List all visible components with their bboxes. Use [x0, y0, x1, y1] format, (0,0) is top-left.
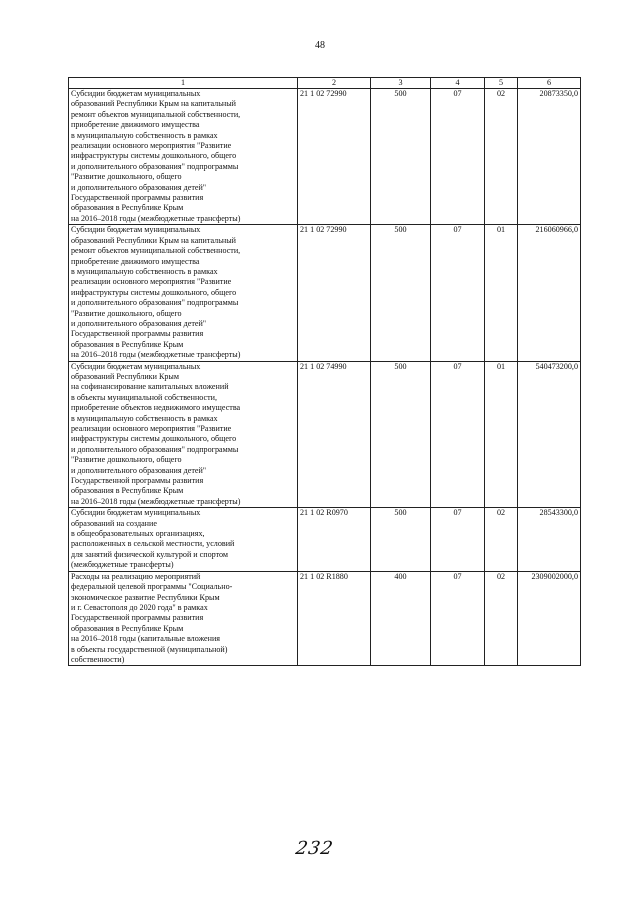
- row-description: Субсидии бюджетам муниципальных образований Республики Крым на софинансирование капитальных вложений в объекты муниципальной собственности, приобретение объектов недвижимого имущества в муниципальную собственность в рамках реализации основного мероприятия "Развитие инфраструктуры системы дошкольного, общего и дополнительного образования" подпрограммы "Развитие дошкольного, общего и дополнительного образования детей" Государственной программы развития образования в Республике Крым на 2016–2018 годы (межбюджетные трансферты): [69, 361, 298, 508]
- row-code: 21 1 02 R0970: [298, 508, 371, 571]
- page-number: 48: [315, 40, 325, 51]
- row-amount: 216060966,0: [518, 225, 581, 361]
- row-expense-type: 500: [371, 508, 431, 571]
- table-row: [69, 89, 581, 225]
- column-header: 4: [431, 78, 485, 89]
- row-description: Субсидии бюджетам муниципальных образований Республики Крым на капитальный ремонт объектов муниципальной собственности, приобретение движимого имущества в муниципальную собственность в рамках реализации основного мероприятия "Развитие инфраструктуры системы дошкольного, общего и дополнительного образования" подпрограммы "Развитие дошкольного, общего и дополнительного образования детей" Государственной программы развития образования в Республике Крым на 2016–2018 годы (межбюджетные трансферты): [69, 225, 298, 361]
- table-row: [69, 361, 581, 508]
- row-amount: 20873350,0: [518, 89, 581, 225]
- row-subsection: 02: [485, 89, 518, 225]
- row-description: Субсидии бюджетам муниципальных образований на создание в общеобразовательных организациях, расположенных в сельской местности, условий для занятий физической культурой и спортом (межбюджетные трансферты): [69, 508, 298, 571]
- column-header: 2: [298, 78, 371, 89]
- table-row: [69, 225, 581, 361]
- row-code: 21 1 02 72990: [298, 89, 371, 225]
- row-description: Субсидии бюджетам муниципальных образований Республики Крым на капитальный ремонт объектов муниципальной собственности, приобретение движимого имущества в муниципальную собственность в рамках реализации основного мероприятия "Развитие инфраструктуры системы дошкольного, общего и дополнительного образования" подпрограммы "Развитие дошкольного, общего и дополнительного образования детей" Государственной программы развития образования в Республике Крым на 2016–2018 годы (межбюджетные трансферты): [69, 89, 298, 225]
- budget-table: [68, 77, 581, 666]
- handwritten-page-number: 232: [294, 838, 336, 859]
- column-header: 5: [485, 78, 518, 89]
- row-amount: 28543300,0: [518, 508, 581, 571]
- row-expense-type: 500: [371, 361, 431, 508]
- column-header: 6: [518, 78, 581, 89]
- row-section: 07: [431, 225, 485, 361]
- table-row: [69, 571, 581, 666]
- row-amount: 2309002000,0: [518, 571, 581, 666]
- column-header: 1: [69, 78, 298, 89]
- row-expense-type: 500: [371, 225, 431, 361]
- row-expense-type: 400: [371, 571, 431, 666]
- row-subsection: 01: [485, 361, 518, 508]
- row-code: 21 1 02 72990: [298, 225, 371, 361]
- column-header: 3: [371, 78, 431, 89]
- row-code: 21 1 02 74990: [298, 361, 371, 508]
- row-subsection: 01: [485, 225, 518, 361]
- row-subsection: 02: [485, 571, 518, 666]
- row-description: Расходы на реализацию мероприятий федеральной целевой программы "Социально- экономическое развитие Республики Крым и г. Севастополя до 2020 года" в рамках Государственной программы развития образования в Республике Крым на 2016–2018 годы (капитальные вложения в объекты государственной (муниципальной) собственности): [69, 571, 298, 666]
- row-subsection: 02: [485, 508, 518, 571]
- table-row: [69, 508, 581, 571]
- row-amount: 540473200,0: [518, 361, 581, 508]
- row-section: 07: [431, 361, 485, 508]
- row-code: 21 1 02 R1880: [298, 571, 371, 666]
- row-section: 07: [431, 89, 485, 225]
- table-header-row: [69, 78, 581, 89]
- row-expense-type: 500: [371, 89, 431, 225]
- row-section: 07: [431, 571, 485, 666]
- row-section: 07: [431, 508, 485, 571]
